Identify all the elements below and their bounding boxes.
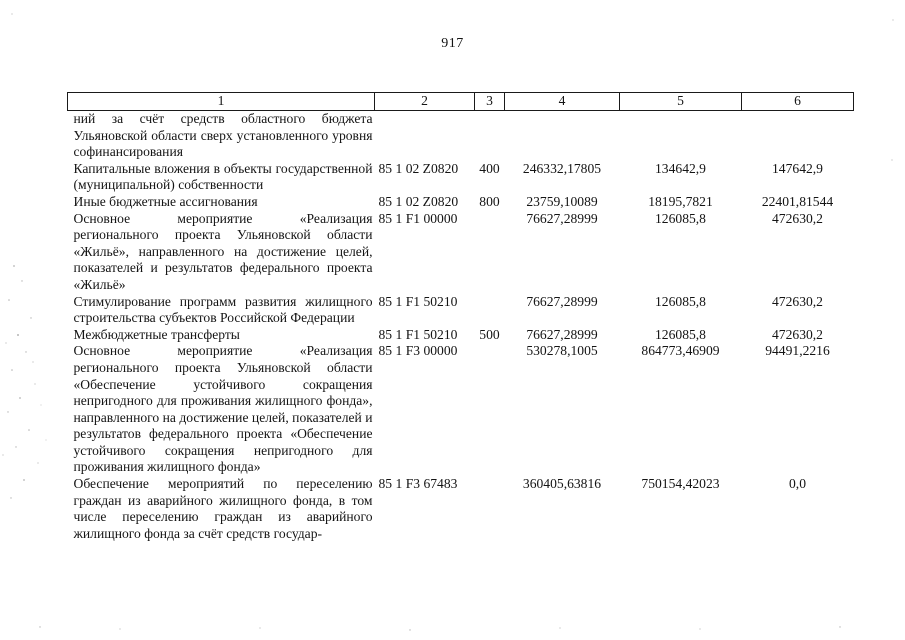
table-row (68, 476, 854, 542)
header-cell: 2 (375, 93, 475, 111)
row-csr: 85 1 F3 00000 (378, 343, 458, 359)
row-name: Иные бюджетные ассигнования (73, 193, 258, 209)
row-year3 (742, 111, 854, 161)
row-year1: 360405,63816 (522, 476, 602, 492)
header-cell: 1 (68, 93, 375, 111)
table-header-row (68, 93, 854, 111)
row-name: Основное мероприятие «Реализация регионального проекта Ульяновской области «Обеспечение устойчивого сокращения непригодного для проживания жилищного фонда», направленного на достижение целей, показателей и результатов федерального проекта «Обеспечение устойчивого сокращения непригодного для проживания жилищного фонда» (73, 343, 373, 475)
row-year3: 147642,9 (772, 160, 823, 176)
row-year3: 94491,2216 (765, 343, 830, 359)
row-name: Основное мероприятие «Реализация регионального проекта Ульяновской области «Жильё», направленного на достижение целей, показателей и результатов федерального проекта «Жильё» (73, 210, 373, 292)
row-year2: 126085,8 (655, 326, 706, 342)
row-year3: 22401,81544 (761, 193, 834, 209)
budget-table (67, 92, 854, 542)
row-vr: 800 (479, 193, 500, 209)
row-csr: 85 1 F1 00000 (378, 210, 458, 226)
row-year3: 0,0 (789, 476, 806, 492)
row-year1: 76627,28999 (526, 326, 598, 342)
row-year1: 76627,28999 (526, 293, 598, 309)
row-year1: 23759,10089 (526, 193, 598, 209)
row-year1 (505, 111, 620, 161)
table-row (68, 161, 854, 194)
row-year2: 126085,8 (655, 293, 706, 309)
row-vr: 400 (479, 160, 500, 176)
row-name: Стимулирование программ развития жилищного строительства субъектов Российской Федерации (73, 293, 373, 326)
row-csr: 85 1 F3 67483 (378, 476, 458, 492)
row-csr: 85 1 F1 50210 (378, 326, 458, 342)
row-year2: 750154,42023 (641, 476, 720, 492)
page-number: 917 (441, 36, 464, 51)
row-year2 (620, 111, 742, 161)
row-year2: 126085,8 (655, 210, 706, 226)
row-name: Обеспечение мероприятий по переселению граждан из аварийного жилищного фонда, в том числе переселению граждан из аварийного жилищного фонда за счёт средств государ- (73, 476, 373, 541)
row-vr (475, 343, 505, 476)
row-name: Межбюджетные трансферты (73, 326, 240, 342)
table-row (68, 111, 854, 161)
header-cell: 5 (620, 93, 742, 111)
header-cell: 3 (475, 93, 505, 111)
table-row (68, 211, 854, 294)
row-year2: 18195,7821 (648, 193, 713, 209)
row-year2: 864773,46909 (641, 343, 720, 359)
row-vr (475, 476, 505, 542)
row-csr (375, 111, 475, 161)
row-csr: 85 1 02 Z0820 (378, 160, 459, 176)
row-year3: 472630,2 (772, 326, 823, 342)
row-vr (475, 294, 505, 327)
row-year1: 76627,28999 (526, 210, 598, 226)
row-vr (475, 111, 505, 161)
table-row (68, 343, 854, 476)
table-row (68, 294, 854, 327)
row-year3: 472630,2 (772, 210, 823, 226)
table-row (68, 327, 854, 344)
header-cell: 4 (505, 93, 620, 111)
row-csr: 85 1 F1 50210 (378, 293, 458, 309)
row-year3: 472630,2 (772, 293, 823, 309)
row-year1: 246332,17805 (522, 160, 602, 176)
row-name: ний за счёт средств областного бюджета Ульяновской области сверх установленного уровня софинансирования (73, 111, 373, 160)
table-row (68, 194, 854, 211)
row-name: Капитальные вложения в объекты государственной (муниципальной) собственности (73, 160, 373, 193)
row-vr (475, 211, 505, 294)
header-cell: 6 (742, 93, 854, 111)
row-vr: 500 (479, 326, 500, 342)
row-year1: 530278,1005 (526, 343, 598, 359)
row-year2: 134642,9 (655, 160, 706, 176)
row-csr: 85 1 02 Z0820 (378, 193, 459, 209)
